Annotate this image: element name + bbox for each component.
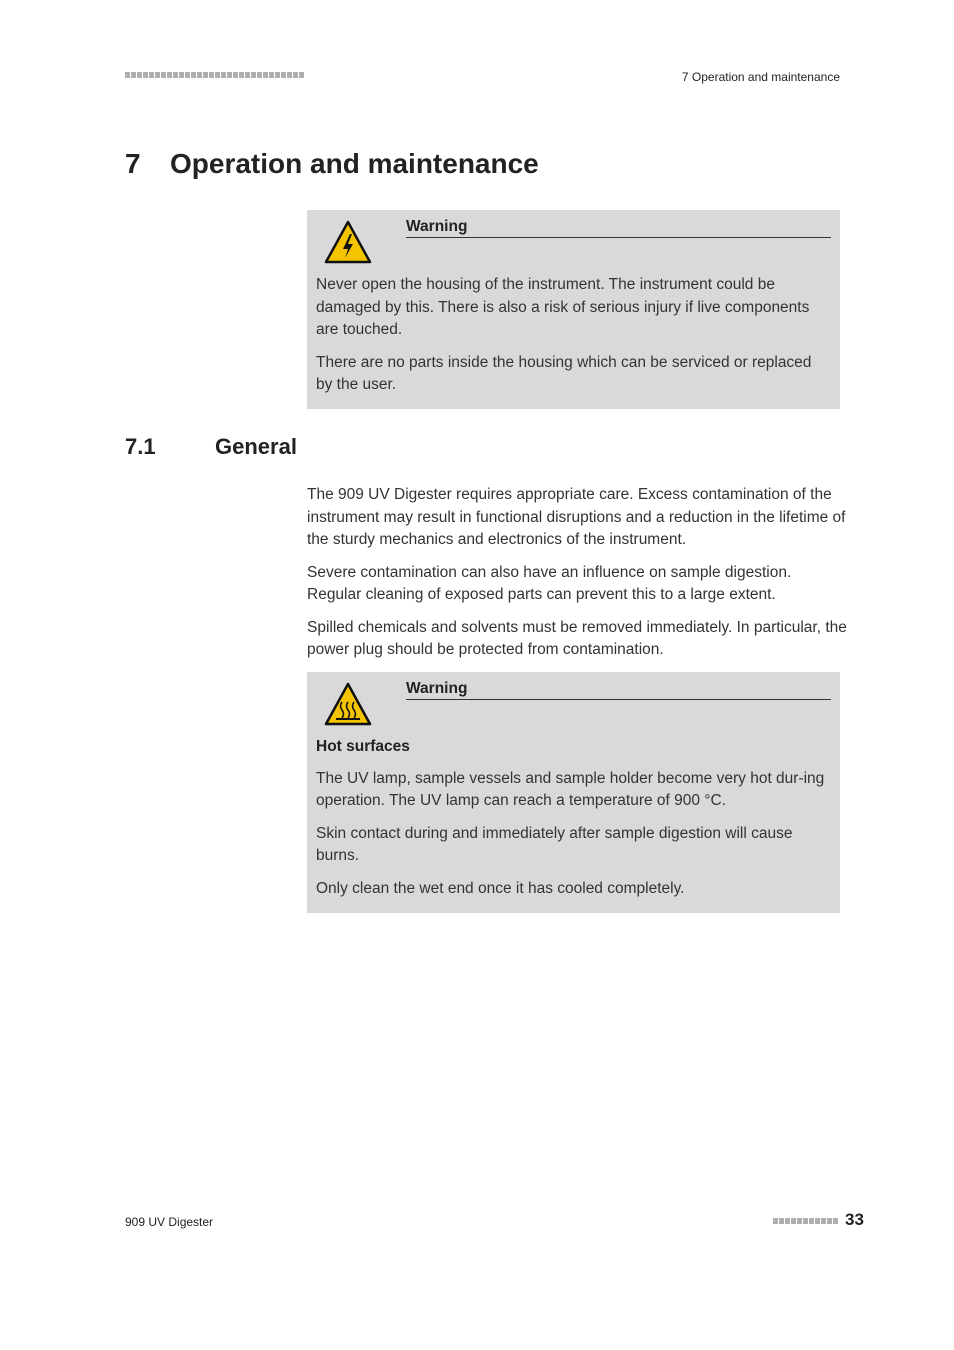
body-paragraph: Severe contamination can also have an influence on sample digestion. Regular cleaning of exposed parts can prevent this to a large extent. bbox=[307, 563, 792, 603]
header-decoration bbox=[125, 72, 304, 80]
section-body bbox=[307, 484, 847, 672]
section-heading bbox=[125, 434, 297, 460]
page-number: 33 bbox=[845, 1210, 864, 1229]
hot-surface-icon bbox=[324, 682, 372, 726]
footer-decoration bbox=[773, 1218, 838, 1224]
warning-title: Warning bbox=[406, 218, 831, 238]
section-number: 7.1 bbox=[125, 434, 156, 459]
warning-paragraph: Only clean the wet end once it has cooled completely. bbox=[316, 879, 685, 897]
warning-paragraph: The UV lamp, sample vessels and sample holder become very hot dur-ing operation. The UV lamp can reach a temperature of 900 °C. bbox=[316, 769, 825, 809]
warning-box-hot-surface bbox=[307, 672, 840, 913]
warning-paragraph: There are no parts inside the housing which can be serviced or replaced by the user. bbox=[316, 353, 812, 393]
chapter-title: Operation and maintenance bbox=[170, 148, 539, 179]
body-paragraph: Spilled chemicals and solvents must be removed immediately. In particular, the power plug should be protected from contamination. bbox=[307, 618, 847, 658]
warning-box-electrical bbox=[307, 210, 840, 409]
body-paragraph: The 909 UV Digester requires appropriate care. Excess contamination of the instrument may result in functional disruptions and a reduction in the lifetime of the sturdy mechanics and electronics of the instrument. bbox=[307, 486, 846, 548]
chapter-heading bbox=[125, 148, 539, 180]
electrical-hazard-icon bbox=[324, 220, 372, 264]
running-title: 7 Operation and maintenance bbox=[681, 70, 840, 84]
chapter-number: 7 bbox=[125, 148, 141, 179]
warning-paragraph: Never open the housing of the instrument. The instrument could be damaged by this. There is also a risk of serious injury if live components are touched. bbox=[316, 276, 810, 338]
warning-paragraph: Skin contact during and immediately after sample digestion will cause burns. bbox=[316, 824, 793, 864]
footer-product-name: 909 UV Digester bbox=[125, 1215, 214, 1229]
section-title: General bbox=[215, 434, 297, 459]
warning-title: Warning bbox=[406, 680, 831, 700]
warning-subtitle: Hot surfaces bbox=[316, 738, 410, 755]
